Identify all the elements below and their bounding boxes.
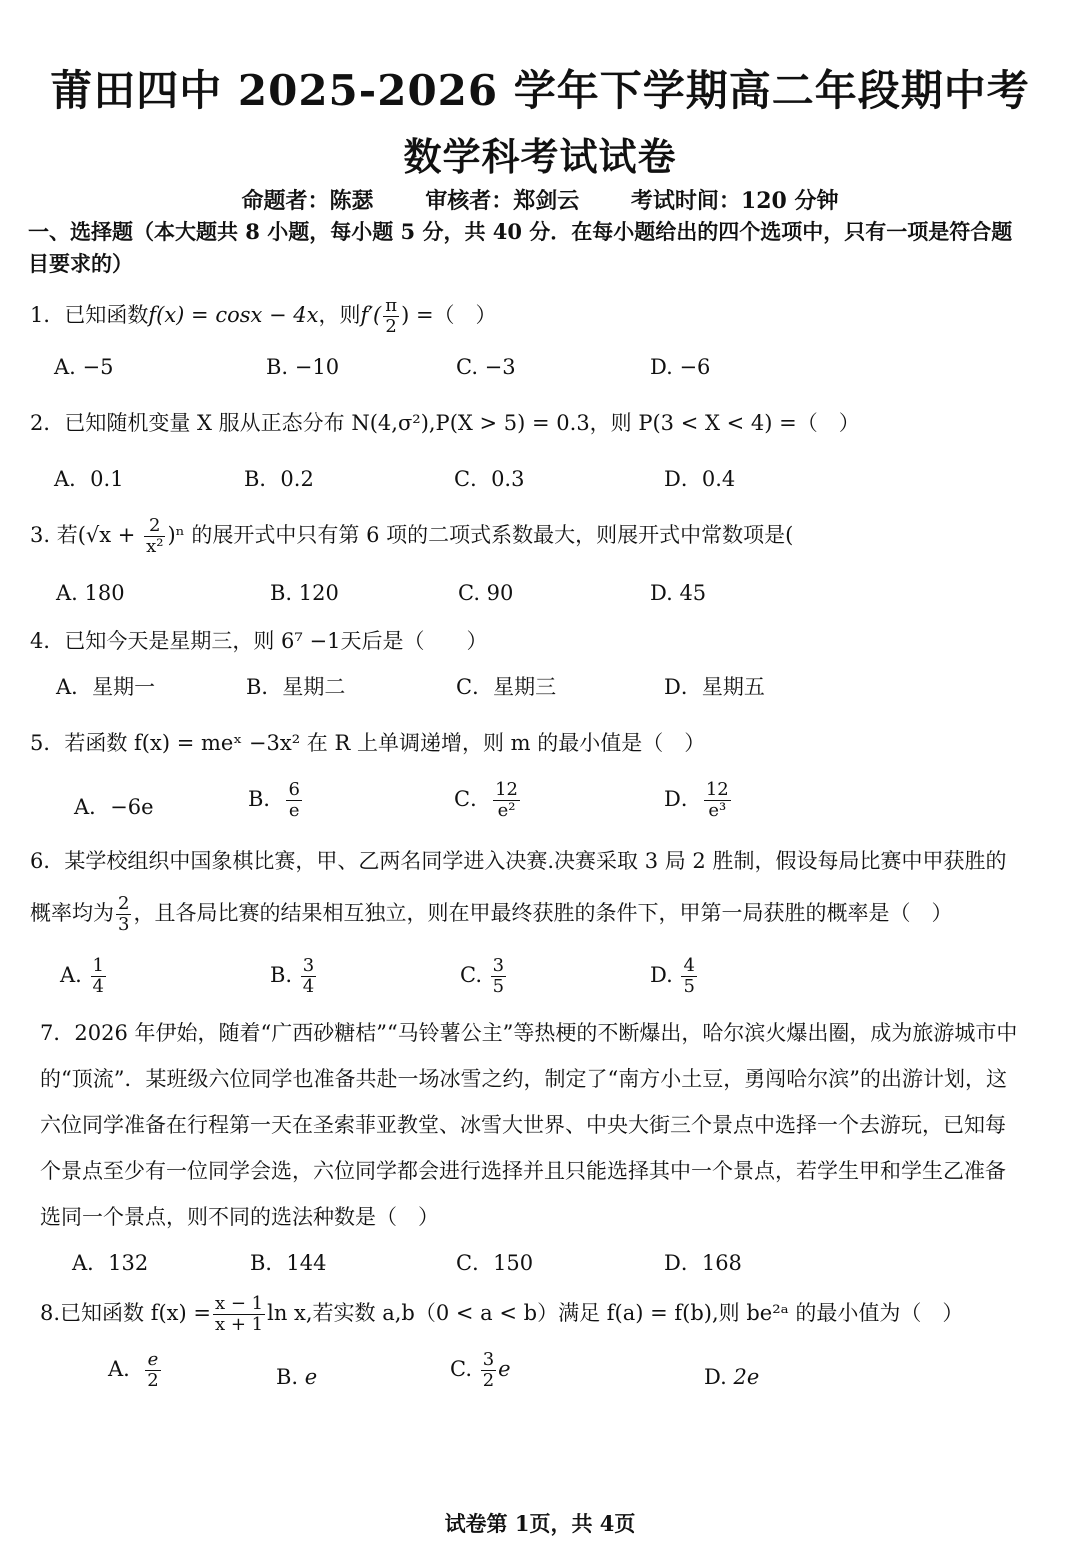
q2-option-c: C．0.3 [454, 467, 525, 491]
q3-text-post: )ⁿ 的展开式中只有第 6 项的二项式系数最大，则展开式中常数项是( [167, 523, 794, 547]
q7-option-d: D．168 [664, 1251, 742, 1275]
exam-meta [0, 184, 1080, 215]
q8-c-fraction [481, 1350, 496, 1391]
question-8-stem [40, 1294, 963, 1335]
q6-d-fraction [681, 956, 696, 997]
reviewer-label: 审核者：郑剑云 [425, 188, 580, 214]
q8-a-den: 2 [147, 1370, 159, 1391]
q1-fraction [383, 296, 399, 337]
exam-subtitle: 数学科考试试卷 [403, 134, 677, 179]
q8-a-label: A. [108, 1357, 130, 1381]
q3-text-pre: 3. 若(√x + [30, 523, 143, 547]
q6-b-label: B. [270, 963, 299, 987]
q1-text-mid: ，则 [318, 303, 361, 327]
q7-option-a: A．132 [72, 1251, 149, 1275]
q1-text-post: ) =（ ） [401, 303, 497, 327]
q5-a-label: A． [74, 795, 111, 819]
q1-option-a: A. −5 [54, 355, 114, 379]
q7-option-b: B．144 [250, 1251, 327, 1275]
question-2-stem: 2．已知随机变量 X 服从正态分布 N(4,σ²),P(X > 5) = 0.3，则 P(3 < X < 4) =（ ） [30, 411, 860, 435]
q5-d-label: D． [664, 787, 702, 811]
q5-b-num: 6 [288, 779, 300, 800]
q6-c-fraction [491, 956, 506, 997]
q1-option-c: C. −3 [456, 355, 516, 379]
q8-c-label: C. [450, 1357, 472, 1381]
q3-option-a: A. 180 [56, 581, 125, 605]
q1-option-b: B. −10 [266, 355, 340, 379]
q6-d-num: 4 [683, 955, 695, 976]
q5-b-fraction [286, 780, 301, 821]
q3-option-d: D. 45 [650, 581, 707, 605]
q8-c-num: 3 [482, 1349, 495, 1370]
q6-b-num: 3 [302, 955, 315, 976]
question-3-stem [30, 516, 793, 557]
q3-option-c: C. 90 [458, 581, 514, 605]
q8-c-den: 2 [482, 1370, 495, 1391]
q8-option-d [704, 1362, 759, 1392]
page-footer: 试卷第 1页，共 4页 [444, 1511, 636, 1536]
q8-text-pre: 8.已知函数 f(x) = [40, 1301, 211, 1325]
q6-fraction [116, 894, 131, 935]
q6-option-c [460, 956, 508, 997]
q1-frac-num: π [385, 295, 398, 316]
q3-frac-den: x² [146, 536, 164, 557]
q3-frac-num: 2 [144, 516, 165, 537]
q5-b-label: B． [248, 787, 285, 811]
q8-a-fraction [145, 1350, 160, 1391]
q6-c-den: 5 [492, 976, 505, 997]
q5-c-den: e² [497, 800, 516, 821]
q8-option-c [450, 1350, 511, 1391]
q4-option-a: A．星期一 [56, 675, 156, 699]
q8-a-num: e [145, 1350, 160, 1371]
q5-b-den: e [288, 800, 300, 821]
q5-d-fraction [704, 780, 731, 821]
q5-option-d [664, 780, 733, 821]
q4-option-b: B．星期二 [246, 675, 346, 699]
time-label: 考试时间：120 分钟 [630, 188, 839, 214]
q6-c-label: C. [460, 963, 489, 987]
q6-a-label: A. [60, 963, 89, 987]
q1-frac-den: 2 [385, 316, 397, 337]
q5-option-c [454, 780, 522, 821]
q6-d-den: 5 [683, 976, 695, 997]
q6-option-b [270, 956, 318, 997]
q8-option-b [276, 1362, 317, 1392]
exam-title: 莆田四中 2025-2026 学年下学期高二年段期中考 [50, 66, 1030, 115]
question-6-line-2 [30, 894, 952, 935]
q6-frac-num: 2 [118, 893, 130, 914]
q6-a-den: 4 [92, 976, 104, 997]
q8-d-text: 2e [733, 1365, 760, 1389]
q6-b-den: 4 [302, 976, 315, 997]
q5-d-num: 12 [705, 779, 729, 800]
question-1-stem [30, 296, 497, 337]
question-7-stem: 7．2026 年伊始，随着“广西砂糖桔”“马铃薯公主”等热梗的不断爆出，哈尔滨火爆出圈，成为旅游城市中的“顶流”．某班级六位同学也准备共赴一场冰雪之约，制定了“南方小土豆，勇闯哈尔滨”的出游计划，这六位同学准备在行程第一天在圣索菲亚教堂、冰雪大世界、中央大街三个景点中选择一个去游玩，已知每个景点至少有一位同学会选，六位同学都会进行选择并且只能选择其中一个景点，若学生甲和学生乙准备选同一个景点，则不同的选法种数是（ ） [40, 1021, 1018, 1229]
q6-option-a [60, 956, 108, 997]
q6-text-pre: 概率均为 [30, 901, 114, 925]
q8-b-label: B. [276, 1365, 299, 1389]
q5-a-text: −6e [110, 795, 154, 819]
q5-option-a [74, 792, 154, 822]
q8-fraction [213, 1294, 265, 1335]
q6-b-fraction [301, 956, 316, 997]
q1-math2: f′( [360, 303, 382, 327]
q6-c-num: 3 [492, 955, 505, 976]
q2-option-d: D．0.4 [664, 467, 736, 491]
q5-c-fraction [493, 780, 520, 821]
q4-option-d: D．星期五 [664, 675, 765, 699]
q5-c-num: 12 [495, 779, 518, 800]
q6-frac-den: 3 [118, 914, 130, 935]
q5-d-den: e³ [708, 800, 727, 821]
q8-c-suffix: e [498, 1357, 511, 1381]
q6-option-d [650, 956, 699, 997]
q4-option-c: C．星期三 [456, 675, 557, 699]
q3-option-b: B. 120 [270, 581, 339, 605]
q1-option-d: D. −6 [650, 355, 711, 379]
q8-frac-den: x + 1 [214, 1314, 264, 1335]
q2-option-a: A．0.1 [54, 467, 124, 491]
q1-text-pre: 1．已知函数 [30, 303, 149, 327]
q6-text-post: ，且各局比赛的结果相互独立，则在甲最终获胜的条件下，甲第一局获胜的概率是（ ） [133, 901, 953, 925]
q2-option-b: B．0.2 [244, 467, 314, 491]
q8-option-a [108, 1350, 163, 1391]
section-heading: 一、选择题（本大题共 8 小题，每小题 5 分，共 40 分．在每小题给出的四个选项中，只有一项是符合题目要求的） [28, 219, 1013, 276]
q6-d-label: D. [650, 963, 680, 987]
author-label: 命题者：陈瑟 [241, 188, 374, 214]
question-6-line-1: 6．某学校组织中国象棋比赛，甲、乙两名同学进入决赛.决赛采取 3 局 2 胜制，假设每局比赛中甲获胜的 [30, 849, 1007, 873]
question-4-stem: 4．已知今天是星期三，则 6⁷ −1天后是（ ） [30, 629, 488, 653]
q8-frac-num: x − 1 [214, 1293, 264, 1314]
question-5-stem: 5．若函数 f(x) = meˣ −3x² 在 R 上单调递增，则 m 的最小值是（ ） [30, 731, 706, 755]
q1-math: f(x) = cosx − 4x [148, 303, 319, 327]
q6-a-num: 1 [92, 955, 104, 976]
q8-b-text: e [304, 1365, 318, 1389]
q8-d-label: D. [704, 1365, 727, 1389]
q6-a-fraction [91, 956, 106, 997]
q7-option-c: C．150 [456, 1251, 534, 1275]
q3-fraction [144, 516, 165, 557]
q5-option-b [248, 780, 304, 821]
q8-text-post: ln x,若实数 a,b（0 < a < b）满足 f(a) = f(b),则 be²ᵃ 的最小值为（ ） [267, 1301, 964, 1325]
q5-c-label: C． [454, 787, 492, 811]
